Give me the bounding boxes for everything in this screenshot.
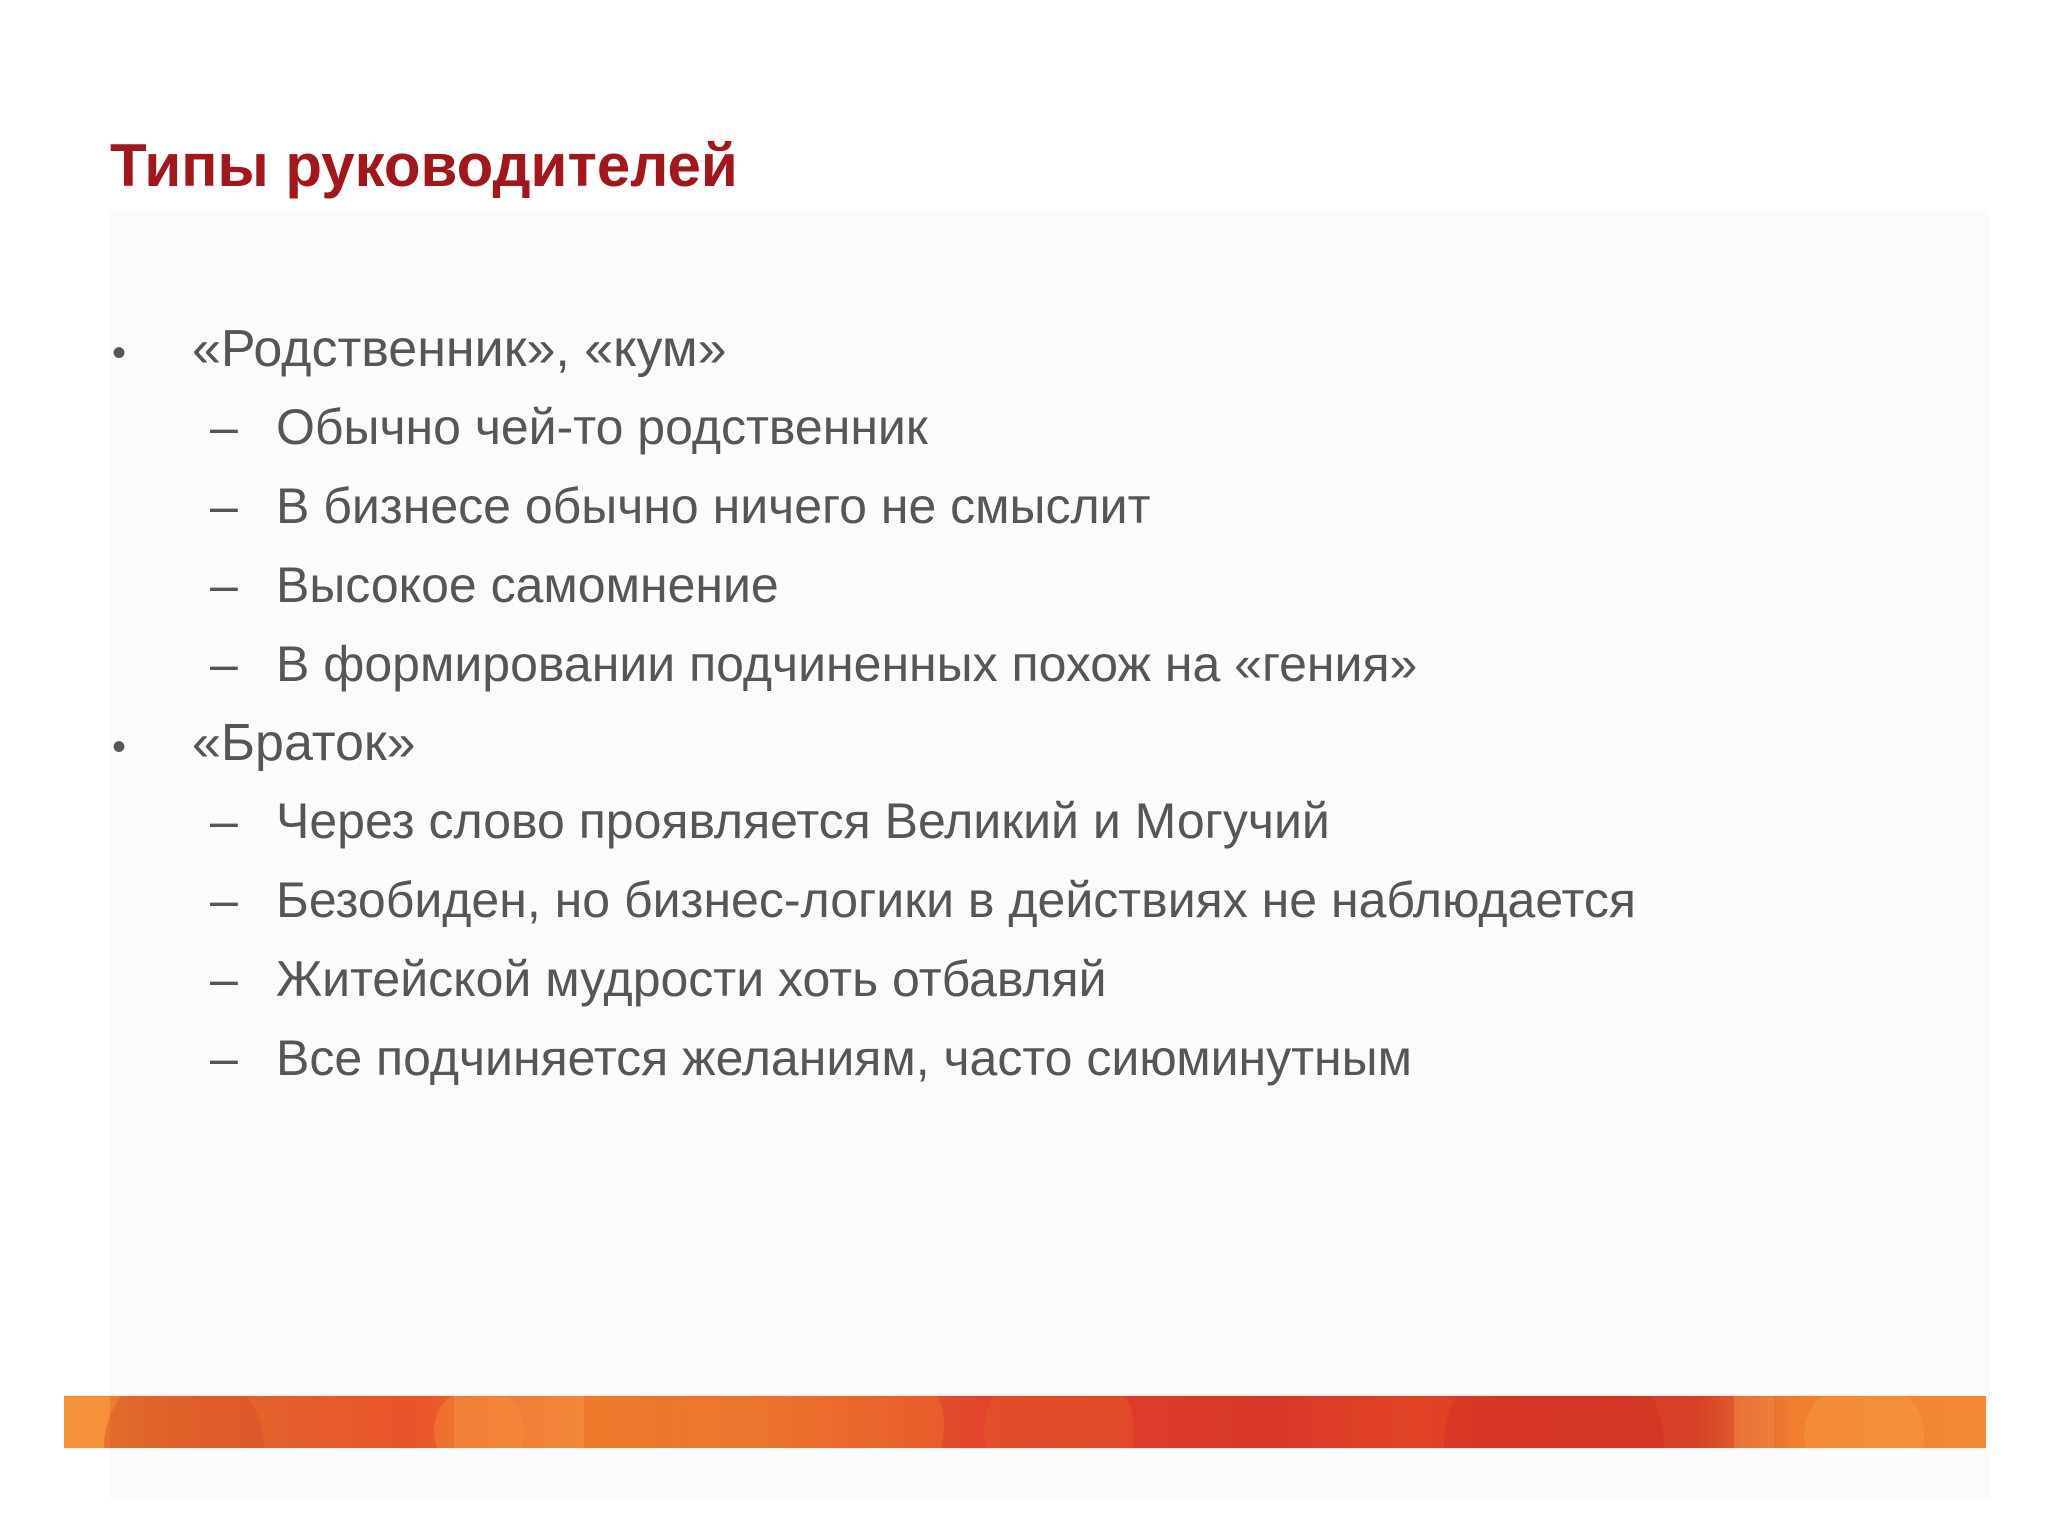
sub-bullet-text: Безобиден, но бизнес-логики в действиях не наблюдается bbox=[276, 872, 1636, 928]
sub-bullet-item bbox=[110, 467, 1950, 546]
sub-bullet-item bbox=[110, 940, 1950, 1019]
bullet-item bbox=[110, 704, 1950, 1098]
band-circle-shape bbox=[684, 1396, 944, 1448]
sub-bullet-item bbox=[110, 625, 1950, 704]
sub-bullet-text: Через слово проявляется Великий и Могучий bbox=[276, 793, 1330, 849]
band-circle-shape bbox=[1444, 1396, 1664, 1448]
sub-bullet-text: Житейской мудрости хоть отбавляй bbox=[276, 951, 1107, 1007]
dash-marker: – bbox=[210, 951, 238, 1007]
dash-marker: – bbox=[210, 793, 238, 849]
band-circle-shape bbox=[104, 1396, 264, 1448]
bullet-marker: • bbox=[112, 331, 127, 375]
sub-bullet-text: В формировании подчиненных похож на «гения» bbox=[276, 636, 1418, 692]
dash-marker: – bbox=[210, 636, 238, 692]
bullet-text: «Родственник», «кум» bbox=[192, 320, 727, 378]
slide-title: Типы руководителей bbox=[110, 132, 738, 199]
footer-decorative-band bbox=[64, 1396, 1986, 1448]
bullet-list bbox=[110, 310, 1950, 1098]
bullet-row bbox=[110, 310, 1950, 388]
sub-bullet-text: Все подчиняется желаниям, часто сиюминутным bbox=[276, 1030, 1412, 1086]
bullet-text: «Браток» bbox=[192, 714, 416, 772]
sub-bullet-list bbox=[110, 388, 1950, 704]
sub-bullet-text: Обычно чей-то родственник bbox=[276, 399, 928, 455]
band-segment bbox=[64, 1396, 110, 1448]
sub-bullet-text: Высокое самомнение bbox=[276, 557, 779, 613]
sub-bullet-item bbox=[110, 782, 1950, 861]
sub-bullet-item bbox=[110, 388, 1950, 467]
dash-marker: – bbox=[210, 1030, 238, 1086]
bullet-item bbox=[110, 310, 1950, 704]
sub-bullet-item bbox=[110, 1019, 1950, 1098]
sub-bullet-item bbox=[110, 861, 1950, 940]
sub-bullet-text: В бизнесе обычно ничего не смыслит bbox=[276, 478, 1151, 534]
band-circle-shape bbox=[434, 1396, 524, 1448]
dash-marker: – bbox=[210, 557, 238, 613]
sub-bullet-list bbox=[110, 782, 1950, 1098]
dash-marker: – bbox=[210, 872, 238, 928]
dash-marker: – bbox=[210, 478, 238, 534]
dash-marker: – bbox=[210, 399, 238, 455]
bullet-row bbox=[110, 704, 1950, 782]
sub-bullet-item bbox=[110, 546, 1950, 625]
bullet-marker: • bbox=[112, 725, 127, 769]
band-circle-shape bbox=[1804, 1396, 1924, 1448]
band-segment bbox=[1734, 1396, 1774, 1448]
band-circle-shape bbox=[984, 1396, 1134, 1448]
